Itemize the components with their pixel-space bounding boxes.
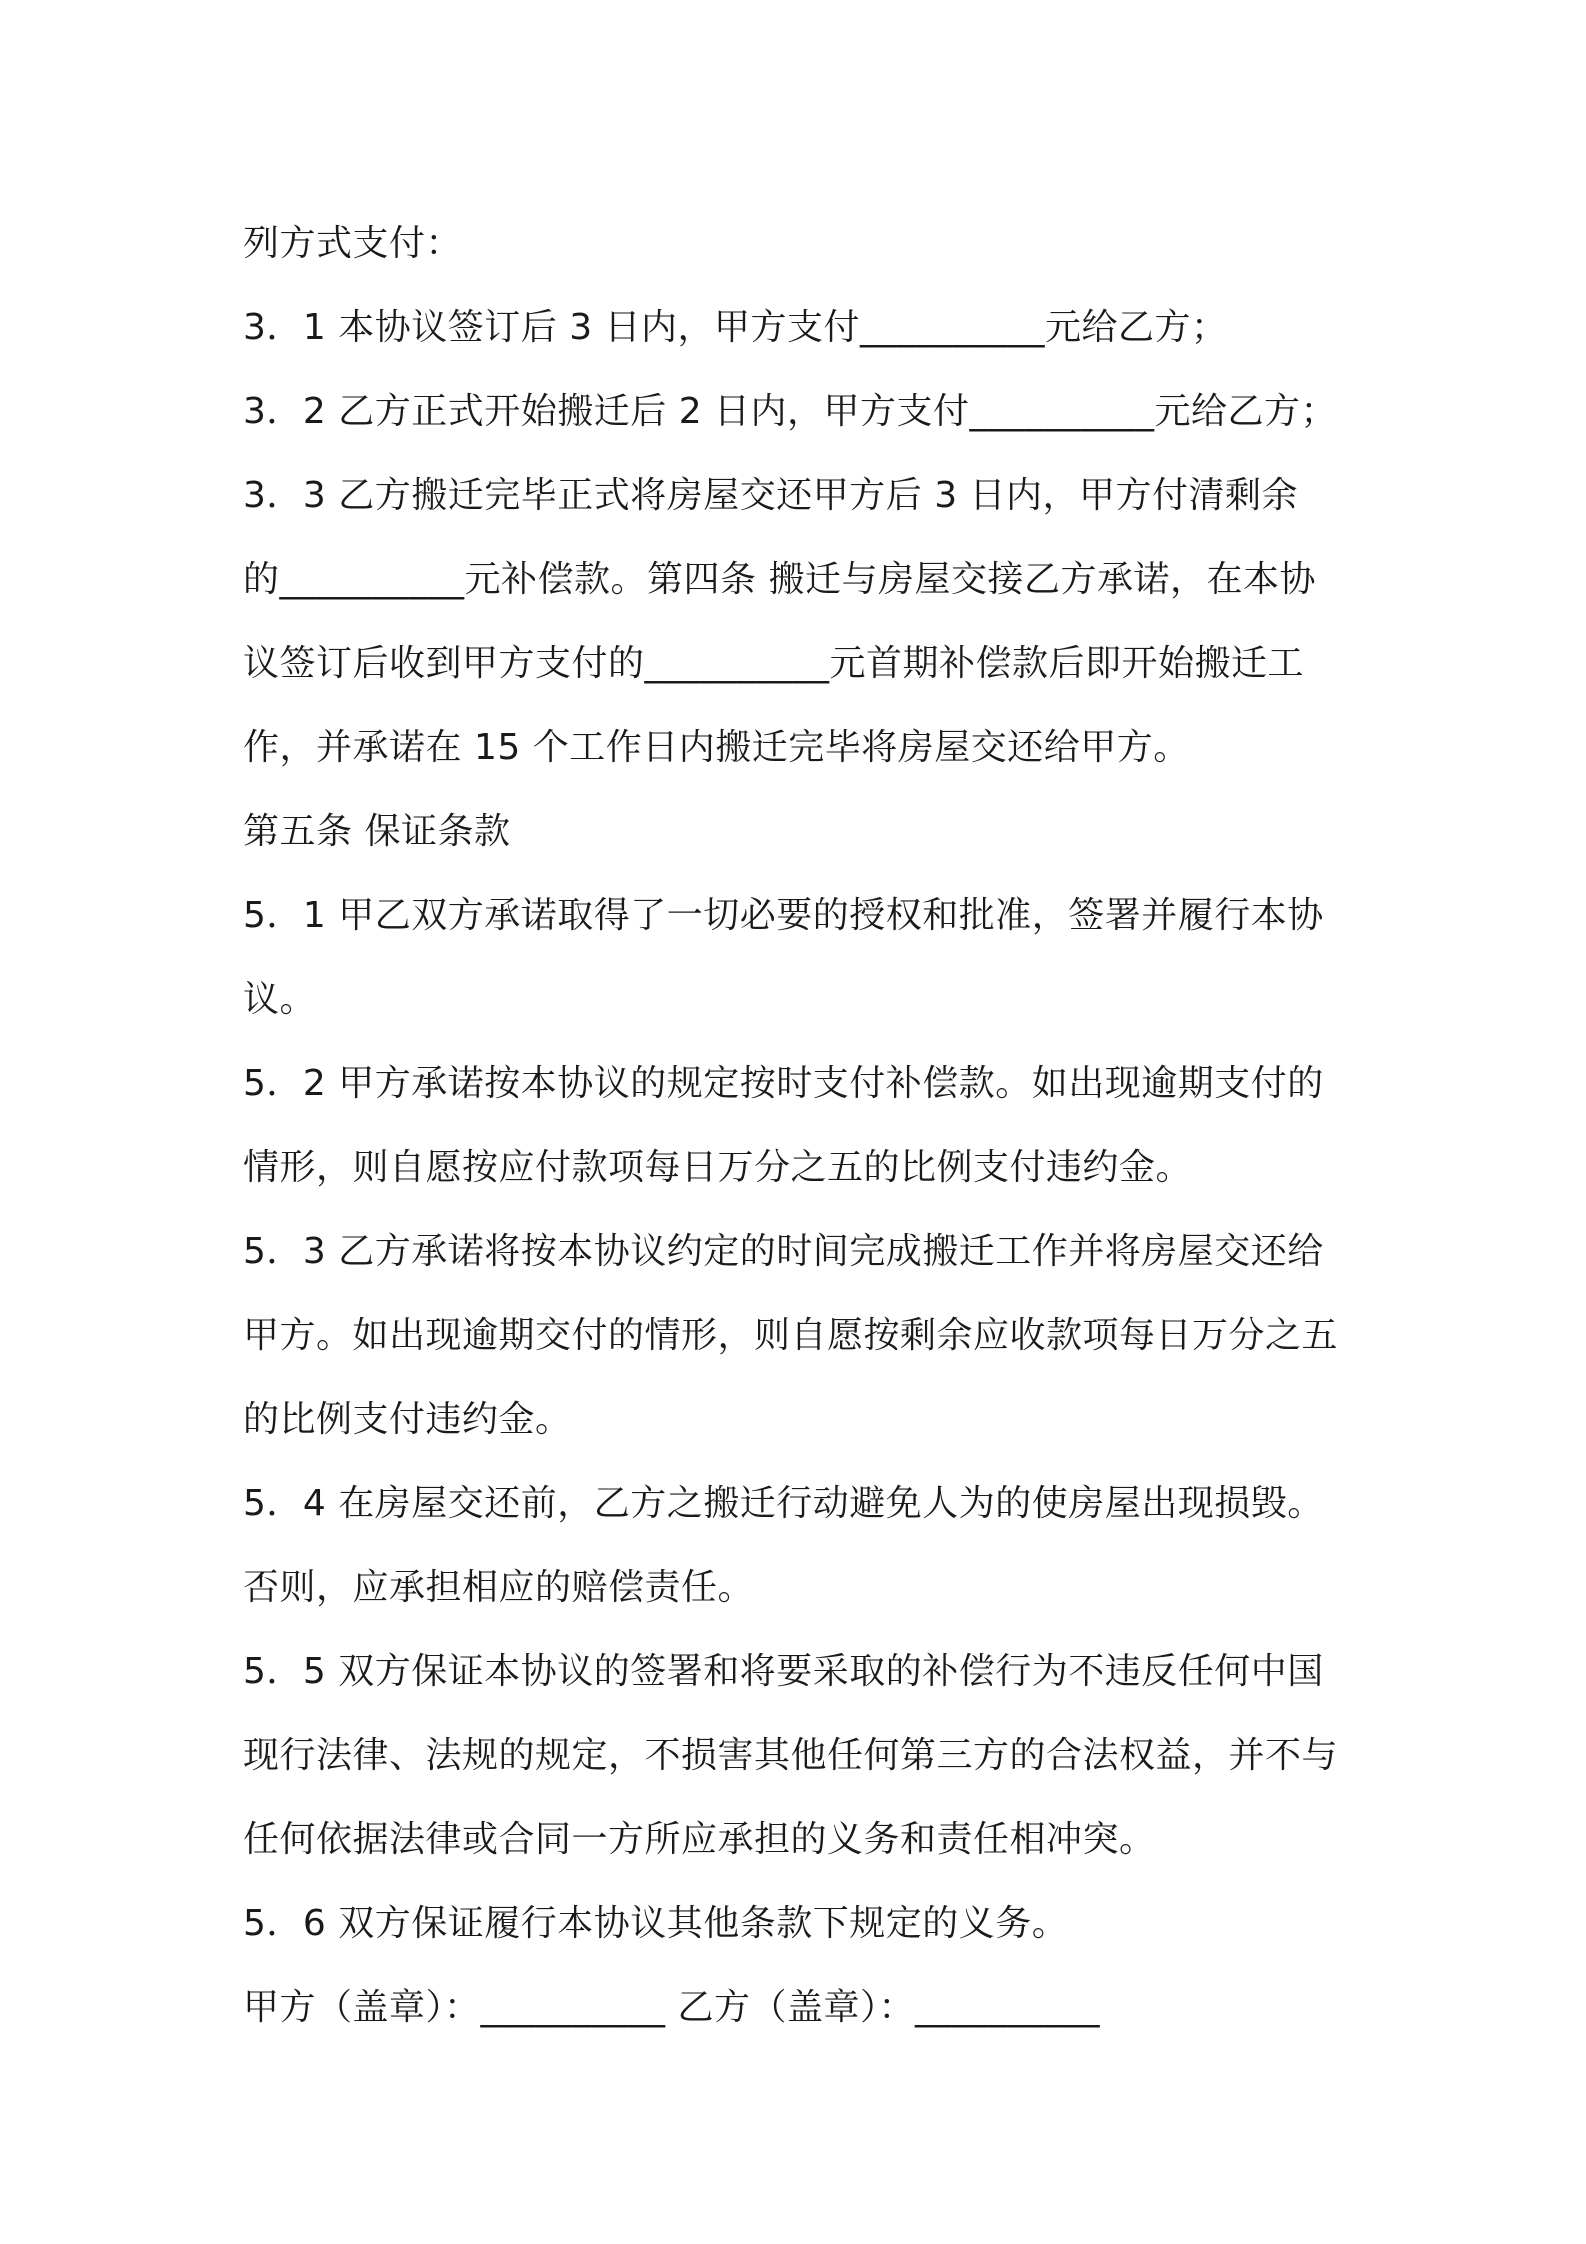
text-line: 议。 [243, 979, 317, 1020]
text-line: 5．5 双方保证本协议的签署和将要采取的补偿行为不违反任何中国 [243, 1651, 1324, 1692]
text-line: 3．1 本协议签订后 3 日内，甲方支付__________元给乙方； [243, 307, 1228, 348]
text-line: 5．2 甲方承诺按本协议的规定按时支付补偿款。如出现逾期支付的 [243, 1063, 1324, 1104]
section-heading: 第五条 保证条款 [243, 811, 511, 852]
text-line: 作，并承诺在 15 个工作日内搬迁完毕将房屋交还给甲方。 [243, 727, 1190, 768]
text-line: 现行法律、法规的规定，不损害其他任何第三方的合法权益，并不与 [243, 1735, 1339, 1776]
text-line: 5．3 乙方承诺将按本协议约定的时间完成搬迁工作并将房屋交还给 [243, 1231, 1324, 1272]
text-line: 甲方。如出现逾期交付的情形，则自愿按剩余应收款项每日万分之五 [243, 1315, 1339, 1356]
text-line: 的比例支付违约金。 [243, 1399, 572, 1440]
text-line: 议签订后收到甲方支付的__________元首期补偿款后即开始搬迁工 [243, 643, 1305, 684]
text-line: 3．3 乙方搬迁完毕正式将房屋交还甲方后 3 日内，甲方付清剩余 [243, 475, 1299, 516]
text-line: 任何依据法律或合同一方所应承担的义务和责任相冲突。 [243, 1819, 1156, 1860]
text-line: 3．2 乙方正式开始搬迁后 2 日内，甲方支付__________元给乙方； [243, 391, 1338, 432]
text-line: 情形，则自愿按应付款项每日万分之五的比例支付违约金。 [243, 1147, 1193, 1188]
text-line: 5．4 在房屋交还前，乙方之搬迁行动避免人为的使房屋出现损毁。 [243, 1483, 1324, 1524]
signature-line: 甲方（盖章）：__________ 乙方（盖章）：__________ [243, 1987, 1100, 2028]
text-line: 5．1 甲乙双方承诺取得了一切必要的授权和批准，签署并履行本协 [243, 895, 1324, 936]
document-body [243, 202, 1363, 2050]
text-line: 列方式支付： [243, 223, 463, 264]
text-line: 的__________元补偿款。第四条 搬迁与房屋交接乙方承诺，在本协 [243, 559, 1316, 600]
text-line: 5．6 双方保证履行本协议其他条款下规定的义务。 [243, 1903, 1069, 1944]
text-line: 否则，应承担相应的赔偿责任。 [243, 1567, 755, 1608]
